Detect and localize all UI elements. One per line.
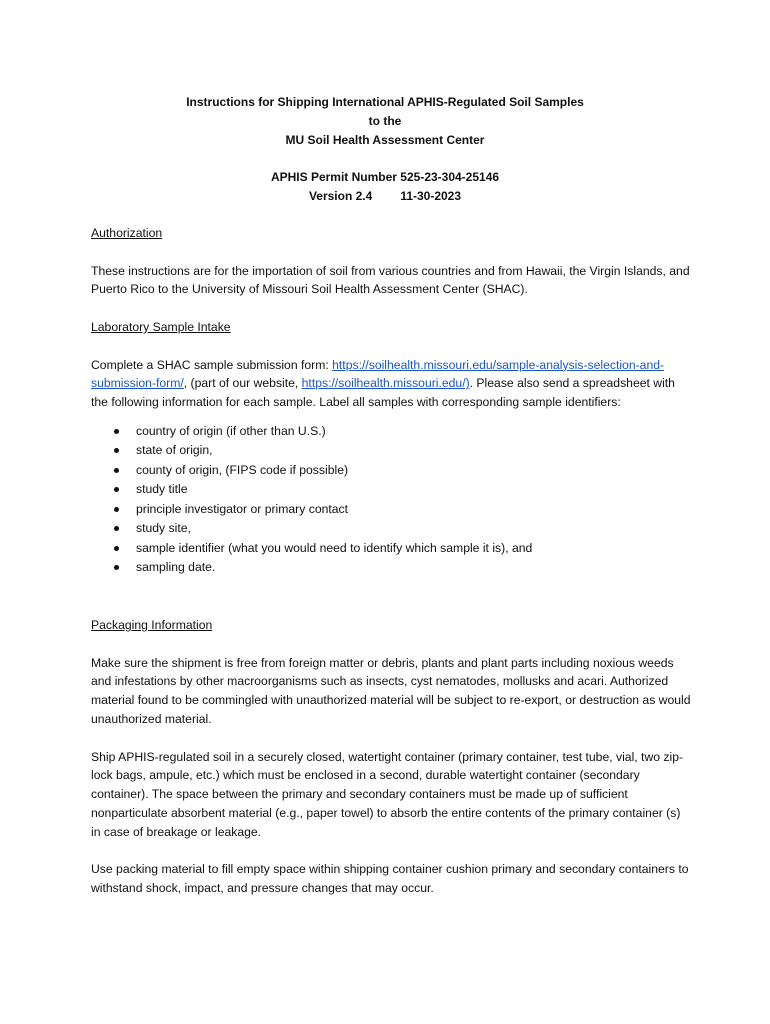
packaging-paragraph-1: Make sure the shipment is free from foreign matter or debris, plants and plant parts including noxious weeds and infestations by other macroorganisms such as insects, cyst nematodes, mollusks and acari. Authorized material found to be commingled with unauthorized material will be subject to re-export, or destruction as would unauthorized material.: [91, 655, 691, 726]
website-link[interactable]: https://soilhealth.missouri.edu/): [301, 376, 470, 391]
sample-info-list: [91, 422, 691, 578]
title-block: [0, 93, 770, 206]
bullet-icon: [114, 507, 119, 512]
intake-section: [91, 318, 691, 578]
version-date: 11-30-2023: [400, 189, 462, 203]
bullet-icon: [114, 546, 119, 551]
bullet-icon: [114, 429, 119, 434]
intake-text-2: , (part of our website,: [183, 376, 302, 391]
title-to-the: to the: [368, 114, 402, 128]
intake-text-3: . Please also send a spreadsheet with the following information for each sample. Label all samples with corresponding sample identifiers:: [91, 376, 675, 410]
packaging-paragraph-3: Use packing material to fill empty space within shipping container cushion primary and secondary containers to withstand shock, impact, and pressure changes that may occur.: [91, 862, 689, 896]
authorization-section: [91, 224, 691, 299]
list-item: country of origin (if other than U.S.): [91, 422, 691, 442]
bullet-icon: [114, 448, 119, 453]
bullet-icon: [114, 487, 119, 492]
list-item: principle investigator or primary contact: [91, 500, 691, 520]
version: Version 2.4: [308, 189, 373, 203]
packaging-section: [91, 616, 691, 898]
list-item: study site,: [91, 519, 691, 539]
version-line: [0, 187, 770, 206]
list-item: study title: [91, 480, 691, 500]
list-item: sampling date.: [91, 558, 691, 578]
authorization-heading: Authorization: [91, 226, 163, 240]
bullet-icon: [114, 468, 119, 473]
title-center-name: MU Soil Health Assessment Center: [285, 133, 485, 147]
bullet-icon: [114, 526, 119, 531]
packaging-paragraph-2: Ship APHIS-regulated soil in a securely closed, watertight container (primary container, test tube, vial, two zip-lock bags, ampule, etc.) which must be enclosed in a second, durable watertight container (secondary container). The space between the primary and secondary containers must be made up of sufficient nonparticulate absorbent material (e.g., paper towel) to absorb the entire contents of the primary container (s) in case of breakage or leakage.: [91, 749, 684, 839]
bullet-icon: [114, 565, 119, 570]
intake-heading: Laboratory Sample Intake: [91, 320, 231, 334]
list-item: sample identifier (what you would need to identify which sample it is), and: [91, 539, 691, 559]
authorization-body: These instructions are for the importation of soil from various countries and from Hawaii, the Virgin Islands, and Puerto Rico to the University of Missouri Soil Health Assessment Center (SHAC).: [91, 263, 690, 297]
document-title: Instructions for Shipping International APHIS-Regulated Soil Samples: [186, 95, 584, 109]
list-item: county of origin, (FIPS code if possible): [91, 461, 691, 481]
intake-text-1: Complete a SHAC sample submission form:: [91, 357, 333, 372]
submission-form-link[interactable]: https://soilhealth.missouri.edu/sample-analysis-selection-and-submission-form/: [91, 357, 665, 391]
permit-number: APHIS Permit Number 525-23-304-25146: [270, 170, 500, 184]
intake-body: [91, 356, 691, 412]
packaging-heading: Packaging Information: [91, 618, 213, 632]
list-item: state of origin,: [91, 441, 691, 461]
